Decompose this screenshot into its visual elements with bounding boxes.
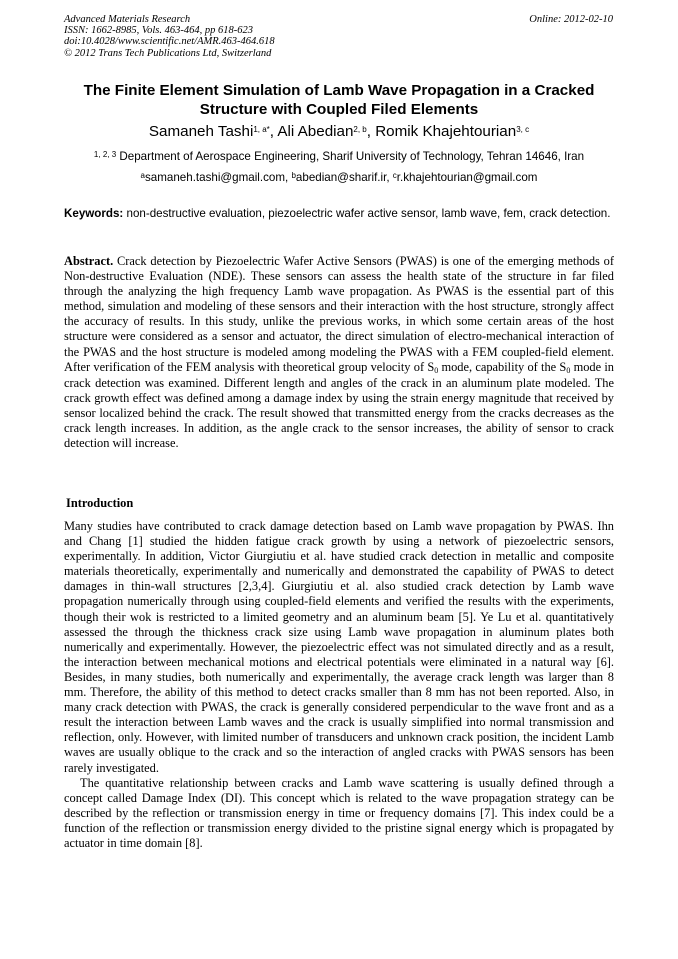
issn-line: ISSN: 1662-8985, Vols. 463-464, pp 618-623 [64,25,253,37]
email-list [64,171,614,185]
email-separator: , [285,171,292,184]
affiliation [64,150,614,164]
subscript: 0 [434,365,439,375]
author-name: Ali Abedian [277,123,354,140]
author-separator: , [366,123,376,140]
paragraph: Many studies have contributed to crack damage detection based on Lamb wave propagation by PWAS. Ihn and Chang [1] studied the hidden fatigue crack growth by using a network of piezoelectric sensors, experimentally. In addition, Victor Giurgiutiu et al. have studied crack detection in metallic and composite materials theoretically, experimentally and numerically and demonstrated the capability of PWAS to detect damages in thin-wall structures [2,3,4]. Giurgiutiu et al. also studied crack detection by Lamb wave propagation numerically through using coupled-field elements and verified the results with the experiments, though their wok is restricted to a limited geometry and an aluminum beam [5]. Ye Lu et al. quantitatively assessed the through the thickness crack size using Lamb wave propagation in aluminum plates both numerically and experimentally. However, the piezoelectric effect was not simulated directly and as a result, the interaction between mechanical motions and electrical potentials were eliminated in a natural way [6]. Besides, in many studies, both numerically and experimentally, the average crack length was larger than 8 mm. Therefore, the ability of this method to detect cracks smaller than 8 mm has not been reported. Also, in many crack detection with PWAS, the crack is generally considered perpendicular to the wave front and as a result the interaction between Lamb waves and the crack is usually simplified into normal transmission and reflection, only. However, with limited number of transducers and unknown crack position, the incident Lamb waves are usually oblique to the crack and so the interaction of angled cracks with PWAS sensors has been rarely investigated. [64,519,614,775]
author-separator: , [269,123,278,140]
abstract-text: mode in crack detection was examined. Different length and angles of the crack in an aluminum plate modeled. The crack growth effect was defined among a damage index by using the strain energy magnitude that received by sensor localized behind the crack. The result showed that transmitted energy from the cracks decreases as the crack length increases. In addition, as the angle crack to the sensor increases, the ability of sensor to crack detection will increase. [64,359,614,451]
email-marker: a [140,171,145,180]
author-affiliation-marker: 3, c [516,125,530,134]
keywords [64,206,614,221]
author-list [64,122,614,142]
email-address[interactable]: samaneh.tashi@gmail.com [145,171,286,184]
paper-title [64,81,614,119]
subscript: 0 [566,365,571,375]
author-affiliation-marker: 1, a* [253,125,270,134]
journal-name: Advanced Materials Research [64,14,191,25]
introduction-body [64,519,614,851]
section-heading-introduction: Introduction [66,496,134,510]
affiliation-marker: 1, 2, 3 [93,150,117,159]
paragraph: The quantitative relationship between cracks and Lamb wave scattering is usually defined through a concept called Damage Index (DI). This concept which is related to the wave propagation strategy can be described by the reflection or transmission energy in time or frequency domains [7]. This index could be a function of the reflection or transmission energy divided to the pristine signal energy which is propagated by actuator in time domain [8]. [64,775,614,850]
abstract-text: mode, capability of the S [438,359,567,374]
doi-line: doi:10.4028/www.scientific.net/AMR.463-464.618 [64,36,275,48]
keywords-text: non-destructive evaluation, piezoelectric wafer active sensor, lamb wave, fem, crack detection. [123,207,611,220]
journal-header [64,14,275,59]
copyright-line: © 2012 Trans Tech Publications Ltd, Switzerland [64,47,272,59]
keywords-label: Keywords: [64,207,124,220]
email-address[interactable]: abedian@sharif.ir [295,171,387,184]
author-name: Romik Khajehtourian [375,123,517,140]
email-marker: b [291,171,296,180]
online-date: Online: 2012-02-10 [529,14,613,25]
abstract-label: Abstract. [64,254,114,268]
email-separator: , [386,171,393,184]
title-line-2: Structure with Coupled Filed Elements [199,101,479,118]
author-name: Samaneh Tashi [148,123,254,140]
abstract-text: Crack detection by Piezoelectric Wafer Active Sensors (PWAS) is one of the emerging methods of Non-destructive Evaluation (NDE). These sensors can assess the health state of the structure in far filed through the analyzing the high frequency Lamb wave propagation. As PWAS is the essential part of this method, simulation and modeling of these sensors and their interaction with the host structure, strongly affect the accuracy of results. In this study, unlike the previous works, in which some certain areas of the host structure were considered as a sensor and actuator, the direct simulation of electro-mechanical interaction of the PWAS and the host structure is modeled among modeling the PWAS with a FEM coupled-field element. After verification of the FEM analysis with theoretical group velocity of S [64,254,614,374]
title-line-1: The Finite Element Simulation of Lamb Wave Propagation in a Cracked [83,82,595,99]
abstract [64,254,614,451]
affiliation-text: Department of Aerospace Engineering, Sharif University of Technology, Tehran 14646, Iran [116,150,585,163]
email-marker: c [392,171,397,180]
author-affiliation-marker: 2, b [353,125,367,134]
email-address[interactable]: r.khajehtourian@gmail.com [396,171,538,184]
